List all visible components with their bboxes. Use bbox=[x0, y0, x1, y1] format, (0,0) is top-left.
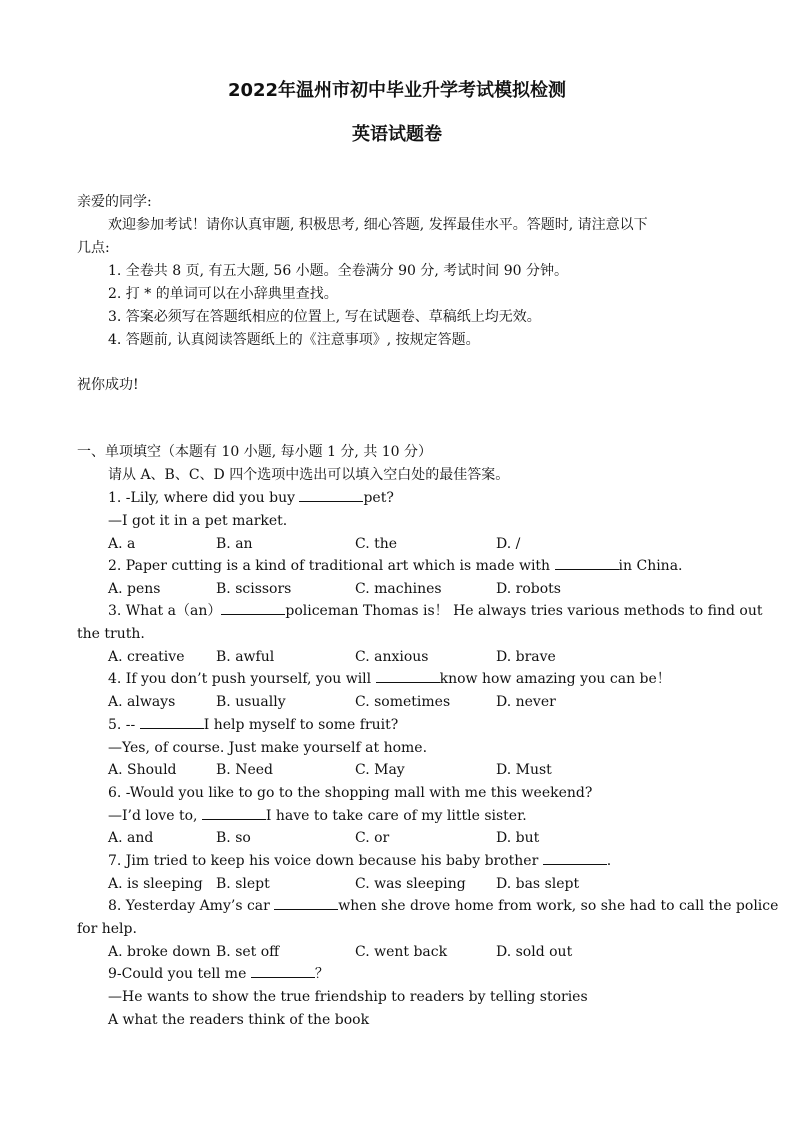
question-8-stem-c: for help. bbox=[77, 921, 137, 937]
question-5-reply: —Yes, of course. Just make yourself at home. bbox=[108, 740, 428, 756]
question-4-option-c: C. sometimes bbox=[355, 694, 451, 710]
question-4-option-a: A. always bbox=[108, 694, 176, 710]
note-1: 1. 全卷共 8 页, 有五大题, 56 小题。全卷满分 90 分, 考试时间 90 分钟。 bbox=[108, 263, 569, 279]
question-8-option-d: D. sold out bbox=[496, 944, 573, 960]
greeting: 亲爱的同学: bbox=[77, 194, 152, 210]
question-5-option-a: A. Should bbox=[108, 762, 177, 778]
question-7-option-c: C. was sleeping bbox=[355, 876, 466, 892]
question-6-stem: 6. -Would you like to go to the shopping mall with me this weekend? bbox=[108, 785, 593, 801]
question-9-stem-a: 9-Could you tell me bbox=[108, 966, 251, 982]
question-7-option-a: A. is sleeping bbox=[108, 876, 203, 892]
question-9-option-a: A what the readers think of the book bbox=[108, 1012, 370, 1028]
answer-blank bbox=[274, 897, 338, 910]
exam-title: 2022年温州市初中毕业升学考试模拟检测 bbox=[227, 80, 567, 101]
question-9-stem bbox=[108, 965, 329, 983]
question-2-stem-b: in China. bbox=[618, 558, 683, 574]
question-6-reply-b: I have to take care of my little sister. bbox=[265, 808, 527, 824]
question-8-stem bbox=[108, 897, 778, 915]
question-6-option-b: B. so bbox=[216, 830, 251, 846]
question-1-reply: —I got it in a pet market. bbox=[108, 513, 288, 529]
question-5-option-d: D. Must bbox=[496, 762, 552, 778]
answer-blank bbox=[251, 965, 315, 978]
question-5-stem bbox=[108, 716, 398, 734]
question-2-option-a: A. pens bbox=[108, 581, 161, 597]
question-1-option-d: D. / bbox=[496, 536, 521, 552]
question-8-stem-a: 8. Yesterday Amy’s car bbox=[108, 898, 275, 914]
question-7-stem-b: . bbox=[606, 853, 612, 869]
answer-blank bbox=[140, 716, 204, 729]
question-7-option-b: B. slept bbox=[216, 876, 270, 892]
question-4-stem bbox=[108, 670, 671, 688]
question-2-stem-a: 2. Paper cutting is a kind of traditional art which is made with bbox=[108, 558, 555, 574]
note-4: 4. 答题前, 认真阅读答题纸上的《注意事项》, 按规定答题。 bbox=[108, 332, 480, 348]
question-3-stem bbox=[108, 602, 763, 620]
question-7-stem bbox=[108, 852, 611, 870]
question-3-option-a: A. creative bbox=[108, 649, 185, 665]
question-8-option-a: A. broke down bbox=[108, 944, 211, 960]
question-1-option-c: C. the bbox=[355, 536, 398, 552]
question-3-stem-c: the truth. bbox=[77, 626, 145, 642]
question-5-option-b: B. Need bbox=[216, 762, 273, 778]
question-8-option-c: C. went back bbox=[355, 944, 448, 960]
question-3-stem-a: 3. What a（an） bbox=[108, 603, 222, 619]
question-1-option-a: A. a bbox=[108, 536, 136, 552]
question-9-reply: —He wants to show the true friendship to readers by telling stories bbox=[108, 989, 588, 1005]
answer-blank bbox=[376, 670, 440, 683]
question-2-option-b: B. scissors bbox=[216, 581, 292, 597]
exam-subtitle: 英语试题卷 bbox=[352, 124, 442, 145]
question-6-option-a: A. and bbox=[108, 830, 154, 846]
question-4-stem-a: 4. If you don’t push yourself, you will bbox=[108, 671, 376, 687]
question-1-stem bbox=[108, 489, 394, 507]
section-1-heading: 一、单项填空（本题有 10 小题, 每小题 1 分, 共 10 分） bbox=[77, 444, 433, 460]
question-7-stem-a: 7. Jim tried to keep his voice down because his baby brother bbox=[108, 853, 543, 869]
question-4-stem-b: know how amazing you can be！ bbox=[439, 671, 671, 687]
question-1-stem-a: 1. -Lily, where did you buy bbox=[108, 490, 300, 506]
welcome-line-2: 几点: bbox=[77, 240, 110, 256]
answer-blank bbox=[299, 489, 363, 502]
question-8-stem-b: when she drove home from work, so she had to call the police bbox=[338, 898, 779, 914]
answer-blank bbox=[555, 557, 619, 570]
question-5-stem-b: I help myself to some fruit? bbox=[203, 717, 399, 733]
note-3: 3. 答案必须写在答题纸相应的位置上, 写在试题卷、草稿纸上均无效。 bbox=[108, 309, 541, 325]
question-2-stem bbox=[108, 557, 683, 575]
question-3-option-b: B. awful bbox=[216, 649, 275, 665]
answer-blank bbox=[202, 807, 266, 820]
question-8-option-b: B. set off bbox=[216, 944, 280, 960]
question-6-option-c: C. or bbox=[355, 830, 390, 846]
question-6-reply bbox=[108, 807, 527, 825]
question-2-option-d: D. robots bbox=[496, 581, 561, 597]
question-9-stem-b: ？ bbox=[314, 966, 329, 982]
note-2: 2. 打 * 的单词可以在小辞典里查找。 bbox=[108, 286, 338, 302]
question-3-stem-b: policeman Thomas is！ He always tries various methods to find out bbox=[285, 603, 763, 619]
question-4-option-d: D. never bbox=[496, 694, 556, 710]
question-5-option-c: C. May bbox=[355, 762, 405, 778]
question-1-stem-b: pet? bbox=[363, 490, 394, 506]
question-1-option-b: B. an bbox=[216, 536, 253, 552]
question-2-option-c: C. machines bbox=[355, 581, 442, 597]
wish-text: 祝你成功! bbox=[77, 377, 139, 393]
welcome-line-1: 欢迎参加考试！请你认真审题, 积极思考, 细心答题, 发挥最佳水平。答题时, 请注意以下 bbox=[108, 217, 648, 233]
section-1-instruction: 请从 A、B、C、D 四个选项中选出可以填入空白处的最佳答案。 bbox=[108, 467, 510, 483]
question-6-option-d: D. but bbox=[496, 830, 540, 846]
answer-blank bbox=[221, 602, 285, 615]
question-3-option-d: D. brave bbox=[496, 649, 556, 665]
question-7-option-d: D. bas slept bbox=[496, 876, 580, 892]
question-4-option-b: B. usually bbox=[216, 694, 286, 710]
question-3-option-c: C. anxious bbox=[355, 649, 429, 665]
question-6-reply-a: —I’d love to, bbox=[108, 808, 202, 824]
question-5-stem-a: 5. -- bbox=[108, 717, 140, 733]
answer-blank bbox=[543, 852, 607, 865]
